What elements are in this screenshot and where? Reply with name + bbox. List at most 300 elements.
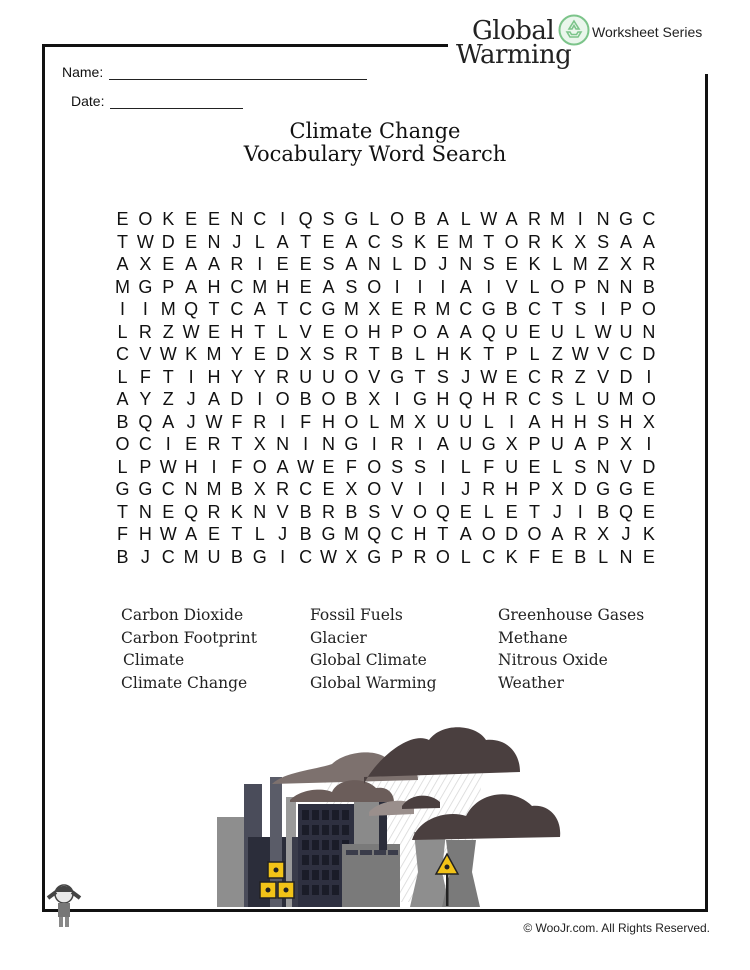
grid-letter[interactable]: X (620, 434, 633, 454)
grid-letter[interactable]: R (505, 389, 519, 409)
grid-letter[interactable]: A (436, 434, 449, 454)
grid-letter[interactable]: A (574, 434, 587, 454)
grid-letter[interactable]: E (642, 479, 655, 499)
grid-letter[interactable]: J (552, 501, 562, 522)
grid-letter[interactable]: A (116, 254, 129, 274)
grid-letter[interactable]: T (483, 231, 495, 252)
grid-letter[interactable]: L (117, 321, 128, 342)
grid-letter[interactable]: I (440, 456, 446, 477)
grid-letter[interactable]: N (459, 254, 473, 274)
grid-letter[interactable]: F (231, 411, 243, 432)
grid-letter[interactable]: V (505, 276, 518, 297)
grid-letter[interactable]: I (188, 366, 194, 387)
grid-letter[interactable]: S (391, 231, 404, 252)
grid-letter[interactable]: L (369, 411, 380, 432)
grid-letter[interactable]: I (165, 434, 171, 454)
grid-letter[interactable]: M (343, 299, 359, 319)
grid-letter[interactable]: X (139, 254, 152, 274)
grid-letter[interactable]: C (527, 389, 541, 409)
grid-letter[interactable]: L (575, 389, 586, 409)
grid-letter[interactable]: V (299, 321, 312, 342)
grid-letter[interactable]: A (185, 524, 198, 544)
grid-letter[interactable]: Z (597, 254, 609, 274)
grid-letter[interactable]: O (275, 389, 290, 409)
grid-letter[interactable]: A (276, 456, 289, 477)
grid-letter[interactable]: B (299, 389, 312, 409)
grid-letter[interactable]: X (642, 411, 655, 432)
grid-letter[interactable]: E (642, 546, 655, 567)
grid-letter[interactable]: O (527, 524, 542, 544)
grid-letter[interactable]: A (436, 321, 449, 342)
grid-letter[interactable]: W (136, 231, 154, 252)
grid-letter[interactable]: L (529, 276, 540, 297)
grid-letter[interactable]: A (459, 276, 472, 297)
grid-letter[interactable]: X (574, 231, 587, 252)
grid-letter[interactable]: H (482, 389, 496, 409)
grid-letter[interactable]: B (116, 411, 129, 432)
grid-letter[interactable]: B (597, 501, 610, 522)
grid-letter[interactable]: V (620, 456, 633, 477)
grid-letter[interactable]: T (277, 299, 289, 319)
grid-letter[interactable]: E (208, 321, 221, 342)
grid-letter[interactable]: C (161, 479, 175, 499)
grid-letter[interactable]: A (620, 231, 633, 252)
grid-letter[interactable]: A (116, 389, 129, 409)
grid-letter[interactable]: M (206, 479, 222, 499)
grid-letter[interactable]: T (368, 344, 380, 364)
grid-letter[interactable]: D (642, 456, 656, 477)
grid-letter[interactable]: C (138, 434, 152, 454)
grid-letter[interactable]: I (142, 299, 148, 319)
grid-letter[interactable]: O (641, 299, 656, 319)
grid-letter[interactable]: O (435, 546, 450, 567)
grid-letter[interactable]: S (345, 276, 358, 297)
grid-letter[interactable]: C (459, 299, 473, 319)
grid-letter[interactable]: T (437, 524, 449, 544)
grid-letter[interactable]: C (230, 299, 244, 319)
grid-letter[interactable]: V (597, 366, 610, 387)
grid-letter[interactable]: U (550, 321, 564, 342)
grid-letter[interactable]: H (321, 411, 335, 432)
grid-letter[interactable]: B (299, 524, 312, 544)
grid-letter[interactable]: J (461, 479, 471, 499)
grid-letter[interactable]: C (299, 479, 313, 499)
grid-letter[interactable]: P (574, 276, 587, 297)
grid-letter[interactable]: H (436, 389, 450, 409)
grid-letter[interactable]: B (505, 299, 518, 319)
grid-letter[interactable]: I (577, 209, 583, 229)
grid-letter[interactable]: E (185, 209, 198, 229)
grid-letter[interactable]: I (417, 479, 423, 499)
grid-letter[interactable]: Y (230, 366, 243, 387)
grid-letter[interactable]: H (276, 276, 290, 297)
grid-letter[interactable]: O (641, 389, 656, 409)
grid-letter[interactable]: T (162, 366, 174, 387)
grid-letter[interactable]: T (528, 501, 540, 522)
grid-letter[interactable]: C (115, 344, 129, 364)
grid-letter[interactable]: I (119, 299, 125, 319)
grid-letter[interactable]: P (139, 456, 152, 477)
grid-letter[interactable]: T (116, 501, 128, 522)
grid-letter[interactable]: O (413, 501, 428, 522)
grid-letter[interactable]: R (207, 501, 221, 522)
grid-letter[interactable]: K (528, 254, 541, 274)
grid-letter[interactable]: A (162, 411, 175, 432)
grid-letter[interactable]: E (322, 479, 335, 499)
grid-letter[interactable]: U (459, 411, 473, 432)
grid-letter[interactable]: I (394, 389, 400, 409)
grid-letter[interactable]: N (596, 456, 610, 477)
grid-letter[interactable]: N (276, 434, 290, 454)
grid-letter[interactable]: R (527, 209, 541, 229)
grid-letter[interactable]: L (277, 321, 288, 342)
grid-letter[interactable]: E (253, 344, 266, 364)
grid-letter[interactable]: R (527, 231, 541, 252)
grid-letter[interactable]: I (600, 299, 606, 319)
grid-letter[interactable]: U (596, 389, 610, 409)
grid-letter[interactable]: H (505, 479, 519, 499)
grid-letter[interactable]: B (345, 389, 358, 409)
grid-letter[interactable]: R (138, 321, 152, 342)
grid-letter[interactable]: H (184, 456, 198, 477)
grid-letter[interactable]: I (280, 209, 286, 229)
grid-letter[interactable]: R (413, 546, 427, 567)
grid-letter[interactable]: X (345, 479, 358, 499)
grid-letter[interactable]: Q (184, 299, 199, 319)
grid-letter[interactable]: I (646, 366, 652, 387)
grid-letter[interactable]: I (577, 501, 583, 522)
grid-letter[interactable]: O (344, 321, 359, 342)
grid-letter[interactable]: L (575, 321, 586, 342)
grid-letter[interactable]: H (436, 344, 450, 364)
grid-letter[interactable]: C (230, 276, 244, 297)
grid-letter[interactable]: Z (574, 366, 586, 387)
grid-letter[interactable]: C (642, 209, 656, 229)
grid-letter[interactable]: N (207, 231, 221, 252)
grid-letter[interactable]: W (297, 456, 315, 477)
grid-letter[interactable]: T (483, 344, 495, 364)
grid-letter[interactable]: O (413, 321, 428, 342)
grid-letter[interactable]: M (160, 299, 176, 319)
grid-letter[interactable]: L (415, 344, 426, 364)
grid-letter[interactable]: P (505, 344, 518, 364)
grid-letter[interactable]: E (505, 501, 518, 522)
grid-letter[interactable]: E (322, 321, 335, 342)
grid-letter[interactable]: B (230, 479, 243, 499)
grid-letter[interactable]: X (368, 299, 381, 319)
grid-letter[interactable]: E (116, 209, 129, 229)
grid-letter[interactable]: F (300, 411, 312, 432)
grid-letter[interactable]: I (440, 276, 446, 297)
grid-letter[interactable]: Q (298, 209, 313, 229)
grid-letter[interactable]: W (159, 344, 177, 364)
grid-letter[interactable]: Q (481, 321, 496, 342)
grid-letter[interactable]: P (620, 299, 633, 319)
grid-letter[interactable]: I (371, 434, 377, 454)
grid-letter[interactable]: Y (253, 366, 266, 387)
grid-letter[interactable]: O (367, 276, 382, 297)
grid-letter[interactable]: R (276, 479, 290, 499)
grid-letter[interactable]: H (619, 411, 633, 432)
grid-letter[interactable]: M (206, 344, 222, 364)
grid-letter[interactable]: P (597, 434, 610, 454)
grid-letter[interactable]: W (319, 546, 337, 567)
grid-letter[interactable]: C (527, 366, 541, 387)
grid-letter[interactable]: F (116, 524, 128, 544)
grid-letter[interactable]: X (597, 524, 610, 544)
grid-letter[interactable]: T (300, 231, 312, 252)
grid-letter[interactable]: K (230, 501, 243, 522)
grid-letter[interactable]: O (344, 411, 359, 432)
grid-letter[interactable]: C (390, 524, 404, 544)
grid-letter[interactable]: E (322, 456, 335, 477)
grid-letter[interactable]: G (413, 389, 428, 409)
grid-letter[interactable]: W (159, 456, 177, 477)
grid-letter[interactable]: E (299, 254, 312, 274)
grid-letter[interactable]: C (161, 546, 175, 567)
grid-letter[interactable]: X (368, 389, 381, 409)
grid-letter[interactable]: V (368, 366, 381, 387)
grid-letter[interactable]: I (440, 479, 446, 499)
grid-letter[interactable]: U (321, 366, 335, 387)
grid-letter[interactable]: N (642, 321, 656, 342)
grid-letter[interactable]: S (368, 501, 381, 522)
grid-letter[interactable]: H (138, 524, 152, 544)
grid-letter[interactable]: Y (139, 389, 152, 409)
grid-letter[interactable]: U (505, 321, 519, 342)
grid-letter[interactable]: G (481, 434, 496, 454)
grid-letter[interactable]: C (527, 299, 541, 319)
grid-letter[interactable]: N (619, 546, 633, 567)
grid-letter[interactable]: C (619, 344, 633, 364)
grid-letter[interactable]: A (528, 411, 541, 432)
grid-letter[interactable]: C (367, 231, 381, 252)
grid-letter[interactable]: S (322, 254, 335, 274)
date-line[interactable] (110, 94, 243, 109)
grid-letter[interactable]: H (207, 366, 221, 387)
grid-letter[interactable]: D (413, 254, 427, 274)
grid-letter[interactable]: I (417, 434, 423, 454)
grid-letter[interactable]: E (322, 231, 335, 252)
grid-letter[interactable]: Q (184, 501, 199, 522)
grid-letter[interactable]: B (299, 501, 312, 522)
grid-letter[interactable]: X (253, 479, 266, 499)
grid-letter[interactable]: D (230, 389, 244, 409)
grid-letter[interactable]: H (207, 276, 221, 297)
grid-letter[interactable]: K (459, 344, 472, 364)
grid-letter[interactable]: G (344, 434, 359, 454)
grid-letter[interactable]: M (572, 254, 588, 274)
grid-letter[interactable]: A (436, 209, 449, 229)
grid-letter[interactable]: N (321, 434, 335, 454)
grid-letter[interactable]: N (367, 254, 381, 274)
grid-letter[interactable]: B (116, 546, 129, 567)
grid-letter[interactable]: D (161, 231, 175, 252)
grid-letter[interactable]: W (159, 524, 177, 544)
grid-letter[interactable]: O (550, 276, 565, 297)
grid-letter[interactable]: Q (367, 524, 382, 544)
grid-letter[interactable]: P (528, 434, 541, 454)
grid-letter[interactable]: U (207, 546, 221, 567)
grid-letter[interactable]: G (321, 524, 336, 544)
grid-letter[interactable]: R (321, 501, 335, 522)
grid-letter[interactable]: W (594, 321, 612, 342)
grid-letter[interactable]: H (413, 524, 427, 544)
grid-letter[interactable]: L (598, 546, 609, 567)
grid-letter[interactable]: A (253, 299, 266, 319)
grid-letter[interactable]: E (185, 231, 198, 252)
grid-letter[interactable]: M (114, 276, 130, 297)
grid-letter[interactable]: H (573, 411, 587, 432)
grid-letter[interactable]: N (138, 501, 152, 522)
grid-letter[interactable]: G (115, 479, 130, 499)
grid-letter[interactable]: X (414, 411, 427, 432)
grid-letter[interactable]: Z (162, 389, 174, 409)
grid-letter[interactable]: C (299, 299, 313, 319)
grid-letter[interactable]: G (321, 299, 336, 319)
grid-letter[interactable]: F (528, 546, 540, 567)
grid-letter[interactable]: S (574, 456, 587, 477)
grid-letter[interactable]: A (345, 231, 358, 252)
grid-letter[interactable]: X (505, 434, 518, 454)
grid-letter[interactable]: A (322, 276, 335, 297)
grid-letter[interactable]: A (185, 254, 198, 274)
grid-letter[interactable]: A (505, 209, 518, 229)
grid-letter[interactable]: R (642, 254, 656, 274)
grid-letter[interactable]: K (642, 524, 655, 544)
grid-letter[interactable]: J (621, 524, 631, 544)
grid-letter[interactable]: D (276, 344, 290, 364)
grid-letter[interactable]: L (460, 546, 471, 567)
grid-letter[interactable]: A (459, 321, 472, 342)
grid-letter[interactable]: B (574, 546, 587, 567)
grid-letter[interactable]: A (345, 254, 358, 274)
grid-letter[interactable]: B (391, 344, 404, 364)
grid-letter[interactable]: I (646, 434, 652, 454)
grid-letter[interactable]: S (551, 389, 564, 409)
grid-letter[interactable]: W (205, 411, 223, 432)
grid-letter[interactable]: B (642, 276, 655, 297)
grid-letter[interactable]: L (460, 456, 471, 477)
grid-letter[interactable]: Q (619, 501, 634, 522)
grid-letter[interactable]: F (139, 366, 151, 387)
grid-letter[interactable]: N (596, 209, 610, 229)
grid-letter[interactable]: G (619, 209, 634, 229)
grid-letter[interactable]: J (438, 254, 448, 274)
grid-letter[interactable]: G (252, 546, 267, 567)
grid-letter[interactable]: G (596, 479, 611, 499)
grid-letter[interactable]: Z (162, 321, 174, 342)
grid-letter[interactable]: Q (458, 389, 473, 409)
grid-letter[interactable]: M (549, 209, 565, 229)
grid-letter[interactable]: U (505, 456, 519, 477)
grid-letter[interactable]: C (253, 209, 267, 229)
grid-letter[interactable]: D (642, 344, 656, 364)
grid-letter[interactable]: G (344, 209, 359, 229)
grid-letter[interactable]: B (414, 209, 427, 229)
grid-letter[interactable]: Q (435, 501, 450, 522)
grid-letter[interactable]: O (321, 389, 336, 409)
grid-letter[interactable]: T (414, 366, 426, 387)
grid-letter[interactable]: N (619, 276, 633, 297)
grid-letter[interactable]: L (460, 209, 471, 229)
grid-letter[interactable]: G (619, 479, 634, 499)
grid-letter[interactable]: S (391, 456, 404, 477)
grid-letter[interactable]: X (551, 479, 564, 499)
grid-letter[interactable]: F (231, 456, 243, 477)
grid-letter[interactable]: J (278, 524, 288, 544)
grid-letter[interactable]: V (276, 501, 289, 522)
grid-letter[interactable]: V (391, 479, 404, 499)
grid-letter[interactable]: I (486, 276, 492, 297)
grid-letter[interactable]: A (551, 524, 564, 544)
name-line[interactable] (109, 65, 367, 80)
date-field[interactable] (71, 93, 243, 109)
grid-letter[interactable]: O (115, 434, 130, 454)
grid-letter[interactable]: S (414, 456, 427, 477)
grid-letter[interactable]: M (458, 231, 474, 252)
grid-letter[interactable]: E (299, 276, 312, 297)
grid-letter[interactable]: X (253, 434, 266, 454)
grid-letter[interactable]: A (185, 276, 198, 297)
grid-letter[interactable]: S (322, 209, 335, 229)
grid-letter[interactable]: I (257, 254, 263, 274)
grid-letter[interactable]: W (182, 321, 200, 342)
grid-letter[interactable]: E (162, 501, 175, 522)
grid-letter[interactable]: M (389, 411, 405, 432)
grid-letter[interactable]: E (551, 546, 564, 567)
grid-letter[interactable]: A (276, 231, 289, 252)
grid-letter[interactable]: Y (230, 344, 243, 364)
grid-letter[interactable]: K (185, 344, 198, 364)
grid-letter[interactable]: T (231, 524, 243, 544)
grid-letter[interactable]: T (208, 299, 220, 319)
grid-letter[interactable]: E (528, 456, 541, 477)
grid-letter[interactable]: O (504, 231, 519, 252)
grid-letter[interactable]: L (369, 209, 380, 229)
grid-letter[interactable]: G (481, 299, 496, 319)
grid-letter[interactable]: J (186, 411, 196, 432)
word-search-grid[interactable] (111, 208, 660, 568)
grid-letter[interactable]: M (183, 546, 199, 567)
grid-letter[interactable]: Z (551, 344, 563, 364)
grid-letter[interactable]: E (208, 524, 221, 544)
grid-letter[interactable]: D (573, 479, 587, 499)
grid-letter[interactable]: R (482, 479, 496, 499)
grid-letter[interactable]: B (345, 501, 358, 522)
grid-letter[interactable]: U (299, 366, 313, 387)
grid-letter[interactable]: F (345, 456, 357, 477)
grid-letter[interactable]: E (391, 299, 404, 319)
grid-letter[interactable]: N (184, 479, 198, 499)
grid-letter[interactable]: E (528, 321, 541, 342)
grid-letter[interactable]: N (230, 209, 244, 229)
grid-letter[interactable]: W (480, 366, 498, 387)
grid-letter[interactable]: X (620, 254, 633, 274)
grid-letter[interactable]: V (597, 344, 610, 364)
grid-letter[interactable]: I (211, 456, 217, 477)
name-field[interactable] (62, 64, 367, 80)
grid-letter[interactable]: I (394, 276, 400, 297)
grid-letter[interactable]: L (529, 344, 540, 364)
grid-letter[interactable]: S (597, 231, 610, 252)
grid-letter[interactable]: U (436, 411, 450, 432)
grid-letter[interactable]: A (208, 389, 221, 409)
grid-letter[interactable]: K (414, 231, 427, 252)
grid-letter[interactable]: R (573, 524, 587, 544)
grid-letter[interactable]: J (140, 546, 150, 567)
grid-letter[interactable]: A (208, 254, 221, 274)
